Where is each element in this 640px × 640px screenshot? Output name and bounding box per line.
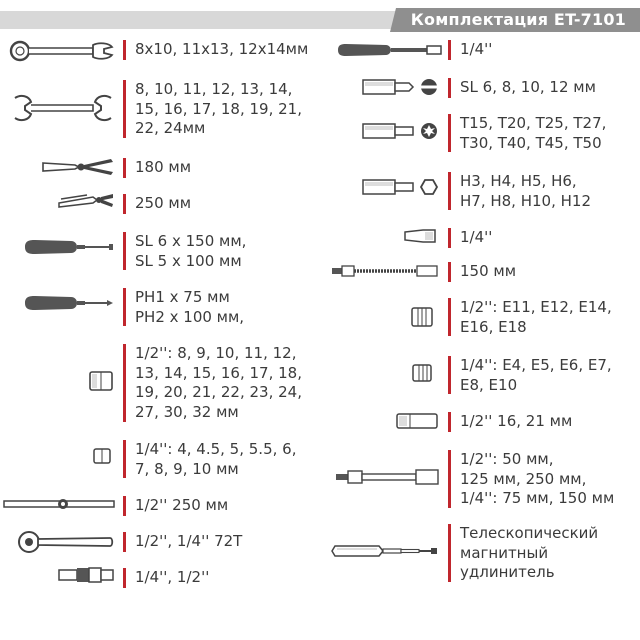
flexible-extension-icon <box>330 262 440 280</box>
accent-bar <box>123 158 126 178</box>
accent-bar <box>448 298 451 336</box>
accent-bar <box>123 40 126 60</box>
accent-bar <box>448 228 451 248</box>
bit-holder-screwdriver-icon <box>334 40 444 60</box>
accent-bar <box>123 232 126 270</box>
item-text: SL 6 x 150 мм, SL 5 x 100 мм <box>135 232 247 270</box>
item-text: 1/2'': E11, E12, E14, E16, E18 <box>460 298 612 336</box>
item-text: PH1 x 75 мм PH2 x 100 мм, <box>135 288 245 326</box>
quarter-inch-socket-icon <box>88 446 116 466</box>
torx-bit-icon <box>360 120 440 142</box>
accent-bar <box>123 344 126 422</box>
accent-bar <box>448 356 451 394</box>
accent-bar <box>448 524 451 582</box>
locking-pliers-icon <box>56 190 116 212</box>
combination-pliers-icon <box>40 156 116 178</box>
ratchet-handle-icon <box>16 530 116 554</box>
accent-bar <box>123 532 126 552</box>
item-text: 180 мм <box>135 158 192 176</box>
accent-bar <box>448 78 451 98</box>
hex-bit-icon <box>360 176 440 198</box>
extension-bar-icon <box>334 466 440 488</box>
item-text: 1/2'' 16, 21 мм <box>460 412 573 430</box>
item-text: 1/4'', 1/2'' <box>135 568 210 586</box>
half-inch-torx-socket-icon <box>404 306 440 328</box>
item-text: 8x10, 11x13, 12x14мм <box>135 40 309 58</box>
page-title: Комплектация ET-7101 <box>410 10 626 29</box>
item-text: H3, H4, H5, H6, H7, H8, H10, H12 <box>460 172 591 210</box>
accent-bar <box>123 80 126 138</box>
flat-screwdriver-icon <box>22 236 116 258</box>
item-text: 8, 10, 11, 12, 13, 14, 15, 16, 17, 18, 19, 21, 22, 24мм <box>135 80 302 137</box>
phillips-screwdriver-icon <box>22 292 116 314</box>
item-text: 1/4'': E4, E5, E6, E7, E8, E10 <box>460 356 612 394</box>
item-text: 1/2'': 50 мм, 125 мм, 250 мм, 1/4'': 75 мм, 150 мм <box>460 450 615 507</box>
spark-plug-socket-icon <box>394 410 440 432</box>
accent-bar <box>123 288 126 326</box>
t-handle-bar-icon <box>2 496 116 512</box>
combination-wrench-icon <box>6 38 116 64</box>
accent-bar <box>448 40 451 60</box>
open-end-wrench-icon <box>10 92 116 124</box>
item-text: T15, T20, T25, T27, T30, T40, T45, T50 <box>460 114 607 152</box>
item-text: Телескопический магнитный удлинитель <box>460 524 599 581</box>
telescopic-magnet-icon <box>330 540 440 562</box>
item-text: 1/4'' <box>460 40 493 58</box>
universal-joint-icon <box>56 564 116 586</box>
accent-bar <box>448 114 451 152</box>
accent-bar <box>448 172 451 210</box>
quarter-inch-torx-socket-icon <box>404 362 440 384</box>
item-text: 1/4'' <box>460 228 493 246</box>
accent-bar <box>448 450 451 508</box>
accent-bar <box>123 194 126 214</box>
slotted-bit-icon <box>360 76 440 98</box>
item-text: 1/2'': 8, 9, 10, 11, 12, 13, 14, 15, 16, 17, 18, 19, 20, 21, 22, 23, 24, 27, 30, 32 мм <box>135 344 302 421</box>
item-text: 250 мм <box>135 194 192 212</box>
accent-bar <box>448 412 451 432</box>
item-text: SL 6, 8, 10, 12 мм <box>460 78 596 96</box>
accent-bar <box>123 568 126 588</box>
item-text: 1/2'', 1/4'' 72T <box>135 532 243 550</box>
bit-adapter-icon <box>400 226 440 246</box>
accent-bar <box>123 440 126 478</box>
item-text: 150 мм <box>460 262 517 280</box>
accent-bar <box>448 262 451 282</box>
half-inch-socket-icon <box>86 370 116 392</box>
accent-bar <box>123 496 126 516</box>
header <box>0 8 640 32</box>
item-text: 1/2'' 250 мм <box>135 496 229 514</box>
item-text: 1/4'': 4, 4.5, 5, 5.5, 6, 7, 8, 9, 10 мм <box>135 440 297 478</box>
